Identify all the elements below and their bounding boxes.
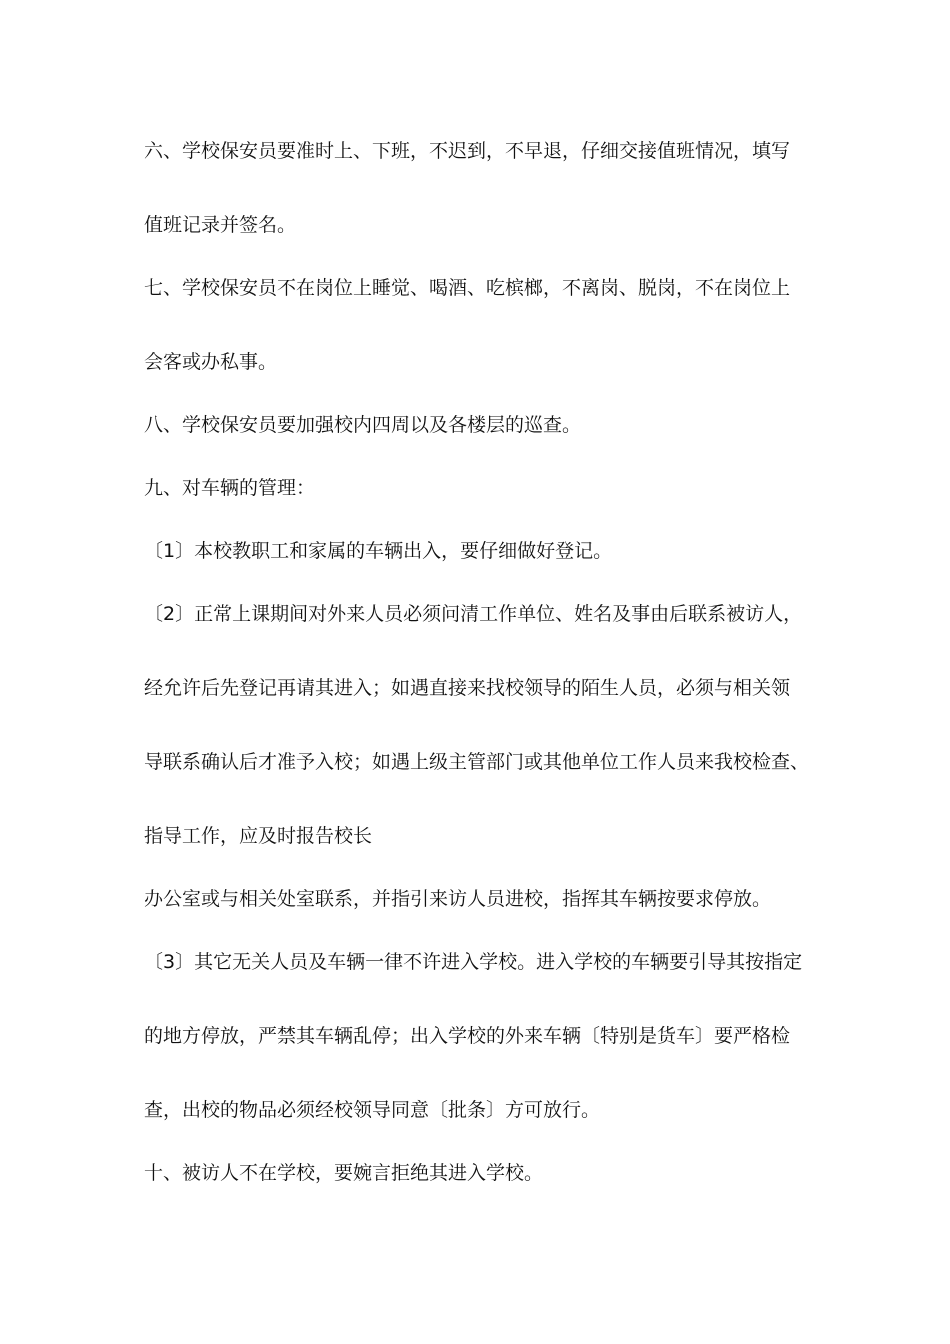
rule-8: 八、学校保安员要加强校内四周以及各楼层的巡查。	[144, 414, 582, 436]
rule-9-item-3-line-2: 的地方停放，严禁其车辆乱停；出入学校的外来车辆〔特别是货车〕要严格检	[144, 1025, 791, 1047]
rule-9-item-2-line-3: 导联系确认后才准予入校；如遇上级主管部门或其他单位工作人员来我校检查、	[144, 751, 810, 773]
rule-9-heading: 九、对车辆的管理：	[144, 477, 316, 499]
rule-9-item-2-line-2: 经允许后先登记再请其进入；如遇直接来找校领导的陌生人员，必须与相关领	[144, 677, 791, 699]
rule-7-line-2: 会客或办私事。	[144, 351, 278, 373]
rule-6-line-2: 值班记录并签名。	[144, 214, 297, 236]
rule-6-line-1: 六、学校保安员要准时上、下班，不迟到，不早退，仔细交接值班情况，填写	[144, 140, 791, 162]
rule-7-line-1: 七、学校保安员不在岗位上睡觉、喝酒、吃槟榔，不离岗、脱岗，不在岗位上	[144, 277, 791, 299]
rule-9-item-2-line-5: 办公室或与相关处室联系，并指引来访人员进校，指挥其车辆按要求停放。	[144, 888, 772, 910]
rule-10: 十、被访人不在学校，要婉言拒绝其进入学校。	[144, 1162, 544, 1184]
rule-9-item-2-line-1: 〔2〕正常上课期间对外来人员必须问清工作单位、姓名及事由后联系被访人，	[144, 603, 803, 625]
rule-9-item-3-line-3: 查，出校的物品必须经校领导同意〔批条〕方可放行。	[144, 1099, 601, 1121]
rule-9-item-2-line-4: 指导工作，应及时报告校长	[144, 825, 373, 847]
rule-9-item-3-line-1: 〔3〕其它无关人员及车辆一律不许进入学校。进入学校的车辆要引导其按指定	[144, 951, 803, 973]
rule-9-item-1: 〔1〕本校教职工和家属的车辆出入，要仔细做好登记。	[144, 540, 613, 562]
